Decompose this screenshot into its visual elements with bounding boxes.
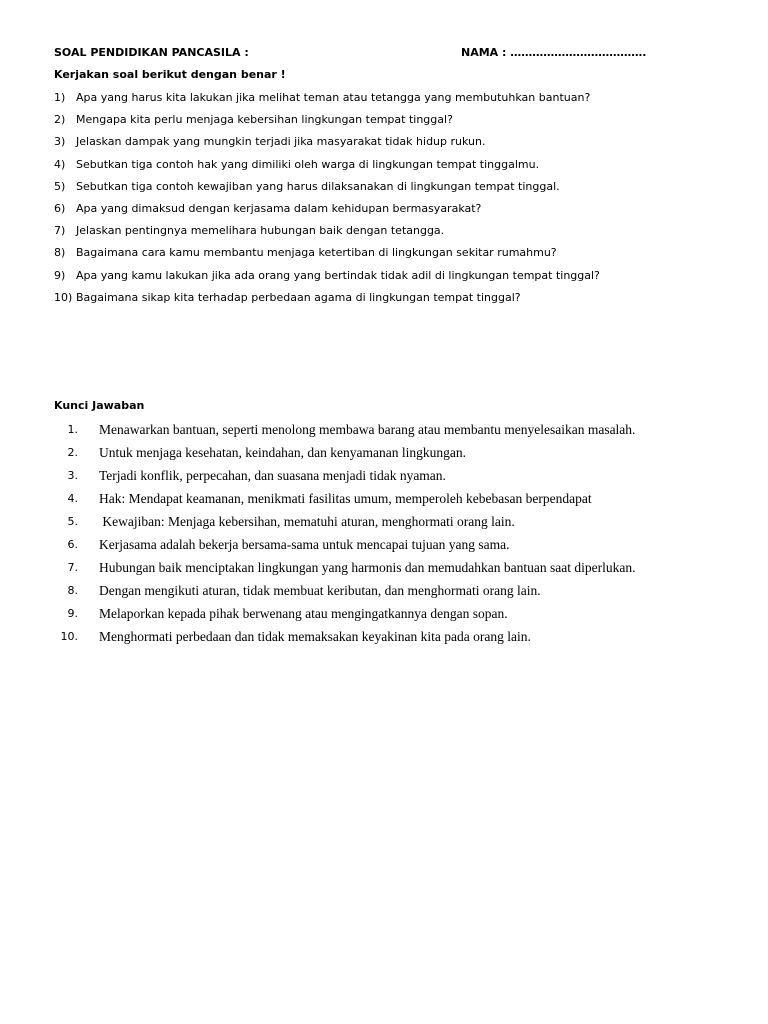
- question-item: [54, 134, 600, 156]
- question-text: Sebutkan tiga contoh hak yang dimiliki oleh warga di lingkungan tempat tinggalmu.: [76, 157, 540, 171]
- question-number: 3): [54, 135, 66, 149]
- question-text: Mengapa kita perlu menjaga kebersihan lingkungan tempat tinggal?: [76, 113, 453, 127]
- answer-number: 2.: [67, 446, 78, 459]
- answer-item: [54, 467, 635, 490]
- answer-number: 5.: [67, 515, 78, 528]
- answer-number: 8.: [67, 584, 78, 597]
- question-item: [54, 223, 600, 245]
- answer-text: Kerjasama adalah bekerja bersama-sama untuk mencapai tujuan yang sama.: [99, 537, 510, 552]
- question-item: [54, 112, 600, 134]
- answer-key-title: Kunci Jawaban: [54, 399, 145, 412]
- answer-number: 3.: [67, 469, 78, 482]
- answer-item: [54, 421, 635, 444]
- answer-number: 4.: [67, 492, 78, 505]
- question-number: 1): [54, 91, 66, 104]
- answer-text: Kewajiban: Menjaga kebersihan, mematuhi aturan, menghormati orang lain.: [99, 514, 515, 529]
- question-number: 8): [54, 246, 66, 260]
- answer-number: 9.: [67, 607, 78, 620]
- question-number: 2): [54, 113, 66, 127]
- worksheet-title: SOAL PENDIDIKAN PANCASILA :: [54, 46, 249, 59]
- question-number: 4): [54, 157, 66, 171]
- answer-text: Melaporkan kepada pihak berwenang atau mengingatkannya dengan sopan.: [99, 606, 508, 621]
- question-text: Apa yang dimaksud dengan kerjasama dalam kehidupan bermasyarakat?: [76, 201, 482, 215]
- answer-text: Menawarkan bantuan, seperti menolong membawa barang atau membantu menyelesaikan masalah.: [99, 422, 636, 437]
- question-list: [54, 90, 600, 312]
- student-name-field: NAMA : ……………………………….: [461, 46, 647, 59]
- answer-number: 1.: [67, 423, 78, 436]
- question-item: [54, 179, 600, 201]
- answer-text: Menghormati perbedaan dan tidak memaksakan keyakinan kita pada orang lain.: [99, 629, 531, 644]
- question-item: [54, 290, 600, 312]
- question-text: Apa yang harus kita lakukan jika melihat teman atau tetangga yang membutuhkan bantuan?: [76, 91, 591, 104]
- question-item: [54, 157, 600, 179]
- question-number: 6): [54, 201, 66, 215]
- answer-item: [54, 559, 635, 582]
- question-number: 7): [54, 224, 66, 238]
- answer-list: [54, 421, 635, 651]
- answer-text: Dengan mengikuti aturan, tidak membuat keributan, dan menghormati orang lain.: [99, 583, 541, 598]
- answer-number: 7.: [67, 561, 78, 574]
- question-number: 5): [54, 179, 66, 193]
- answer-item: [54, 536, 635, 559]
- answer-item: [54, 444, 635, 467]
- question-text: Apa yang kamu lakukan jika ada orang yang bertindak tidak adil di lingkungan tempat tinggal?: [76, 268, 600, 282]
- answer-item: [54, 582, 635, 605]
- answer-text: Hubungan baik menciptakan lingkungan yang harmonis dan memudahkan bantuan saat diperlukan.: [99, 560, 636, 575]
- answer-item: [54, 513, 635, 536]
- answer-item: [54, 628, 635, 651]
- question-item: [54, 268, 600, 290]
- question-text: Bagaimana sikap kita terhadap perbedaan agama di lingkungan tempat tinggal?: [76, 290, 521, 304]
- question-text: Sebutkan tiga contoh kewajiban yang harus dilaksanakan di lingkungan tempat tinggal.: [76, 179, 560, 193]
- answer-text: Hak: Mendapat keamanan, menikmati fasilitas umum, memperoleh kebebasan berpendapat: [99, 491, 592, 506]
- question-text: Bagaimana cara kamu membantu menjaga ketertiban di lingkungan sekitar rumahmu?: [76, 246, 557, 260]
- question-item: [54, 201, 600, 223]
- question-number: 9): [54, 268, 66, 282]
- answer-number: 10.: [60, 630, 78, 643]
- answer-item: [54, 605, 635, 628]
- answer-text: Untuk menjaga kesehatan, keindahan, dan kenyamanan lingkungan.: [99, 445, 467, 460]
- question-item: [54, 90, 600, 112]
- answer-text: Terjadi konflik, perpecahan, dan suasana menjadi tidak nyaman.: [99, 468, 446, 483]
- question-text: Jelaskan dampak yang mungkin terjadi jika masyarakat tidak hidup rukun.: [76, 135, 486, 149]
- question-number: 10): [54, 290, 73, 304]
- instruction-text: Kerjakan soal berikut dengan benar !: [54, 68, 286, 81]
- question-item: [54, 245, 600, 267]
- answer-item: [54, 490, 635, 513]
- answer-number: 6.: [67, 538, 78, 551]
- question-text: Jelaskan pentingnya memelihara hubungan baik dengan tetangga.: [76, 224, 445, 238]
